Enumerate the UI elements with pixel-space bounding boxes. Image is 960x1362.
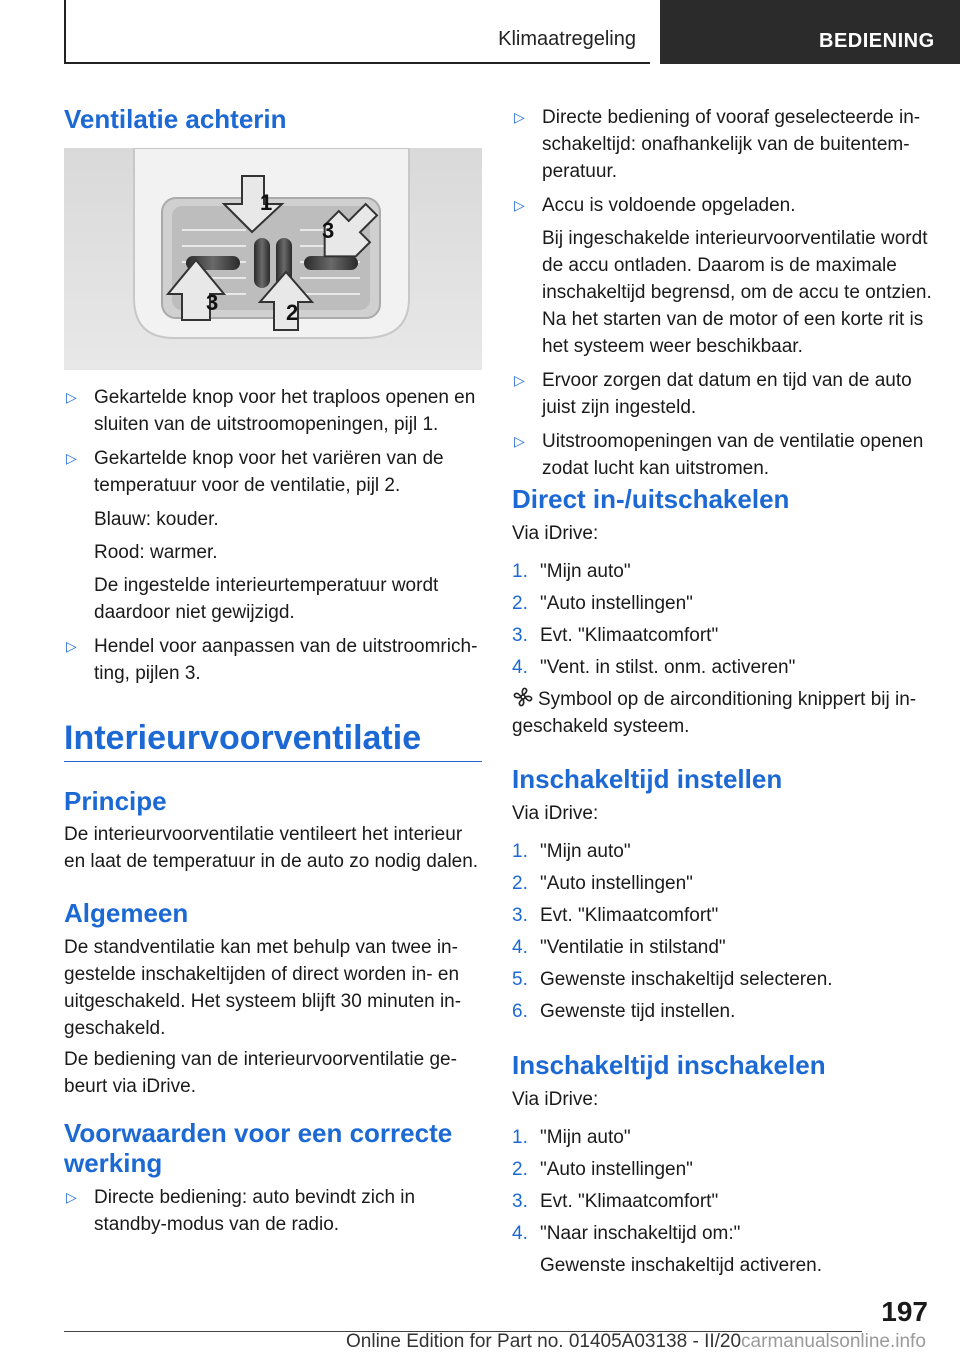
- step-number: 2.: [512, 873, 528, 894]
- arrow-label-3: 3: [322, 218, 335, 243]
- list-item-text: Gekartelde knop voor het variëren van de temperatuur voor de ventilatie, pijl 2.: [94, 448, 444, 496]
- page-number: 197: [881, 1296, 928, 1327]
- step-number: 4.: [512, 937, 528, 958]
- algemeen-text-2: De bediening van de interieurvoorventilatie gebeurt via iDrive.: [64, 1049, 457, 1097]
- step-text: "Ventilatie in stilstand": [540, 937, 726, 958]
- sub-text: Bij ingeschakelde interieurvoorventilatie wordt de accu ontladen. Daarom is de maximale inschakeltijd begrensd, om de accu te ontzien. Na het starten van de motor of een korte rit is het systeem weer beschikbaar.: [542, 228, 932, 357]
- list-item: [512, 590, 932, 617]
- footer-text: [346, 1331, 926, 1353]
- step-text: "Vent. in stilst. onm. activeren": [540, 657, 796, 678]
- step-text: Gewenste tijd instellen.: [540, 1001, 736, 1022]
- via-idrive: Via iDrive:: [512, 1089, 599, 1110]
- heading-inschakeltijd-inschakelen: Inschakeltijd inschakelen: [512, 1050, 826, 1080]
- list-item: [512, 902, 932, 929]
- step-number: 6.: [512, 1001, 528, 1022]
- step-number: 3.: [512, 1191, 528, 1212]
- sub-text: De ingestelde interieurtemperatuur wordt daardoor niet gewijzigd.: [94, 575, 439, 623]
- heading-direct: Direct in-/uitschakelen: [512, 484, 790, 514]
- list-item: [64, 1184, 482, 1238]
- step-number: 4.: [512, 1223, 528, 1244]
- step-text: "Mijn auto": [540, 561, 631, 582]
- step-number: 4.: [512, 657, 528, 678]
- list-item-text: Gekartelde knop voor het traploos openen en sluiten van de uitstroomopeningen, pijl 1.: [94, 387, 476, 435]
- heading-algemeen: Algemeen: [64, 898, 189, 928]
- fan-icon: [512, 686, 534, 708]
- step-text: Evt. "Klimaatcomfort": [540, 1191, 719, 1212]
- arrow-label-3: 3: [206, 290, 219, 315]
- voorwaarden-bullets: [512, 104, 932, 482]
- list-item: [512, 428, 932, 482]
- list-item: [512, 1124, 932, 1151]
- list-item: [512, 104, 932, 185]
- step-number: 3.: [512, 625, 528, 646]
- rear-vent-illustration: [64, 148, 482, 370]
- watermark-text: carmanualsonline.info: [741, 1331, 926, 1352]
- triangle-bullet-icon: ▷: [66, 389, 77, 405]
- triangle-bullet-icon: ▷: [66, 638, 77, 654]
- list-item: [64, 445, 482, 499]
- list-item: [512, 870, 932, 897]
- step-text: Evt. "Klimaatcomfort": [540, 905, 719, 926]
- list-item: [512, 558, 932, 585]
- via-idrive: Via iDrive:: [512, 523, 599, 544]
- step-text: "Auto instellingen": [540, 1159, 693, 1180]
- chapter-tab: BEDIENING: [660, 0, 960, 64]
- list-item: [512, 622, 932, 649]
- step-number: 1.: [512, 1127, 528, 1148]
- step-text: "Mijn auto": [540, 1127, 631, 1148]
- direct-steps: [512, 558, 932, 681]
- step-number: 2.: [512, 1159, 528, 1180]
- list-item: [512, 998, 932, 1025]
- list-item: [512, 966, 932, 993]
- heading-principe: Principe: [64, 786, 167, 816]
- step-number: 3.: [512, 905, 528, 926]
- step-text: "Auto instellingen": [540, 593, 693, 614]
- list-item: [64, 633, 482, 687]
- ventilatie-bullets: [64, 384, 482, 687]
- major-heading: Interieurvoorventilatie: [64, 719, 422, 757]
- step-text: "Auto instellingen": [540, 873, 693, 894]
- list-item: [512, 1188, 932, 1215]
- list-item: [64, 384, 482, 438]
- step-number: 2.: [512, 593, 528, 614]
- arrow-label-2: 2: [286, 300, 299, 325]
- principe-text: De interieurvoorventilatie ventileert het interieur en laat de temperatuur in de auto zo nodig dalen.: [64, 824, 479, 872]
- algemeen-text-1: De standventilatie kan met behulp van twee ingestelde inschakeltijden of direct worden in- en uitgeschakeld. Het systeem blijft 30 minuten ingeschakeld.: [64, 937, 462, 1039]
- step-number: 1.: [512, 841, 528, 862]
- triangle-bullet-icon: ▷: [514, 109, 525, 125]
- list-item: [512, 838, 932, 865]
- sub-text: Rood: warmer.: [94, 542, 218, 563]
- list-item-text: Directe bediening of vooraf geselecteerde inschakeltijd: onafhankelijk van de buitentemperatuur.: [542, 107, 921, 182]
- heading-rule: [64, 761, 482, 762]
- via-idrive: Via iDrive:: [512, 803, 599, 824]
- triangle-bullet-icon: ▷: [66, 450, 77, 466]
- list-item: [512, 367, 932, 421]
- list-item-text: Uitstroomopeningen van de ventilatie openen zodat lucht kan uitstromen.: [542, 431, 924, 479]
- list-item: [512, 192, 932, 219]
- edition-text: Online Edition for Part no. 01405A03138 - II/20: [346, 1331, 742, 1352]
- step-number: 1.: [512, 561, 528, 582]
- sub-text: Gewenste inschakeltijd activeren.: [540, 1255, 822, 1276]
- list-item: [512, 1156, 932, 1183]
- rear-vent-figure: [64, 148, 482, 370]
- step-text: "Naar inschakeltijd om:": [540, 1223, 741, 1244]
- symbol-note: [512, 686, 932, 740]
- heading-inschakeltijd-instellen: Inschakeltijd instellen: [512, 764, 783, 794]
- list-item-text: Accu is voldoende opgeladen.: [542, 195, 796, 216]
- list-item: [512, 934, 932, 961]
- triangle-bullet-icon: ▷: [66, 1189, 77, 1205]
- heading-ventilatie-achterin: Ventilatie achterin: [64, 104, 287, 134]
- step-text: Evt. "Klimaatcomfort": [540, 625, 719, 646]
- section-title: Klimaatregeling: [498, 28, 636, 50]
- arrow-label-1: 1: [260, 190, 273, 215]
- header-rule-left: [64, 0, 66, 64]
- symbol-note-text: Symbool op de airconditioning knippert bij ingeschakeld systeem.: [512, 689, 917, 737]
- inschakelen-steps: [512, 1124, 932, 1279]
- list-item-text: Hendel voor aanpassen van de uitstroomrichting, pijlen 3.: [94, 636, 478, 684]
- step-number: 5.: [512, 969, 528, 990]
- triangle-bullet-icon: ▷: [514, 372, 525, 388]
- list-item: [512, 654, 932, 681]
- list-item-text: Directe bediening: auto bevindt zich in standby-modus van de radio.: [94, 1187, 416, 1235]
- list-item-text: Ervoor zorgen dat datum en tijd van de auto juist zijn ingesteld.: [542, 370, 912, 418]
- header-rule-bottom: [64, 62, 650, 64]
- triangle-bullet-icon: ▷: [514, 197, 525, 213]
- list-item: [512, 1220, 932, 1247]
- sub-text: Blauw: kouder.: [94, 509, 219, 530]
- heading-voorwaarden: Voorwaarden voor een correcte werking: [64, 1118, 453, 1178]
- triangle-bullet-icon: ▷: [514, 433, 525, 449]
- step-text: Gewenste inschakeltijd selecteren.: [540, 969, 833, 990]
- step-text: "Mijn auto": [540, 841, 631, 862]
- instellen-steps: [512, 838, 932, 1025]
